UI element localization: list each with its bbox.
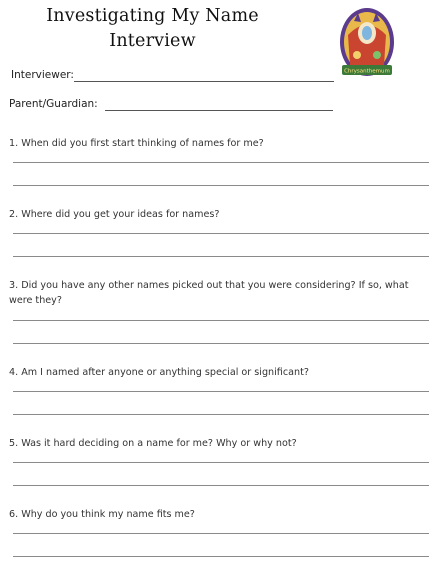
page-subtitle: Interview bbox=[109, 31, 196, 51]
answer-line[interactable] bbox=[13, 391, 429, 392]
question-5: 5. Was it hard deciding on a name for me? Why or why not? bbox=[9, 438, 297, 449]
answer-line[interactable] bbox=[13, 462, 429, 463]
question-4: 4. Am I named after anyone or anything special or significant? bbox=[9, 367, 309, 378]
answer-line[interactable] bbox=[13, 556, 429, 557]
page-title: Investigating My Name bbox=[46, 6, 259, 26]
answer-line[interactable] bbox=[13, 320, 429, 321]
question-1: 1. When did you first start thinking of names for me? bbox=[9, 138, 264, 149]
parent-guardian-line[interactable] bbox=[105, 110, 333, 111]
chrysanthemum-book-logo bbox=[334, 5, 400, 85]
answer-line[interactable] bbox=[13, 233, 429, 234]
question-6: 6. Why do you think my name fits me? bbox=[9, 509, 195, 520]
question-3: 3. Did you have any other names picked out that you were considering? If so, what were they? bbox=[9, 280, 409, 306]
answer-line[interactable] bbox=[13, 343, 429, 344]
answer-line[interactable] bbox=[13, 185, 429, 186]
logo-text: Chrysanthemum bbox=[344, 68, 390, 75]
answer-line[interactable] bbox=[13, 414, 429, 415]
parent-guardian-label: Parent/Guardian: bbox=[9, 98, 98, 110]
answer-line[interactable] bbox=[13, 256, 429, 257]
interviewer-line[interactable] bbox=[74, 81, 334, 82]
answer-line[interactable] bbox=[13, 485, 429, 486]
answer-line[interactable] bbox=[13, 162, 429, 163]
answer-line[interactable] bbox=[13, 533, 429, 534]
interviewer-label: Interviewer: bbox=[11, 69, 74, 81]
question-2: 2. Where did you get your ideas for names? bbox=[9, 209, 220, 220]
